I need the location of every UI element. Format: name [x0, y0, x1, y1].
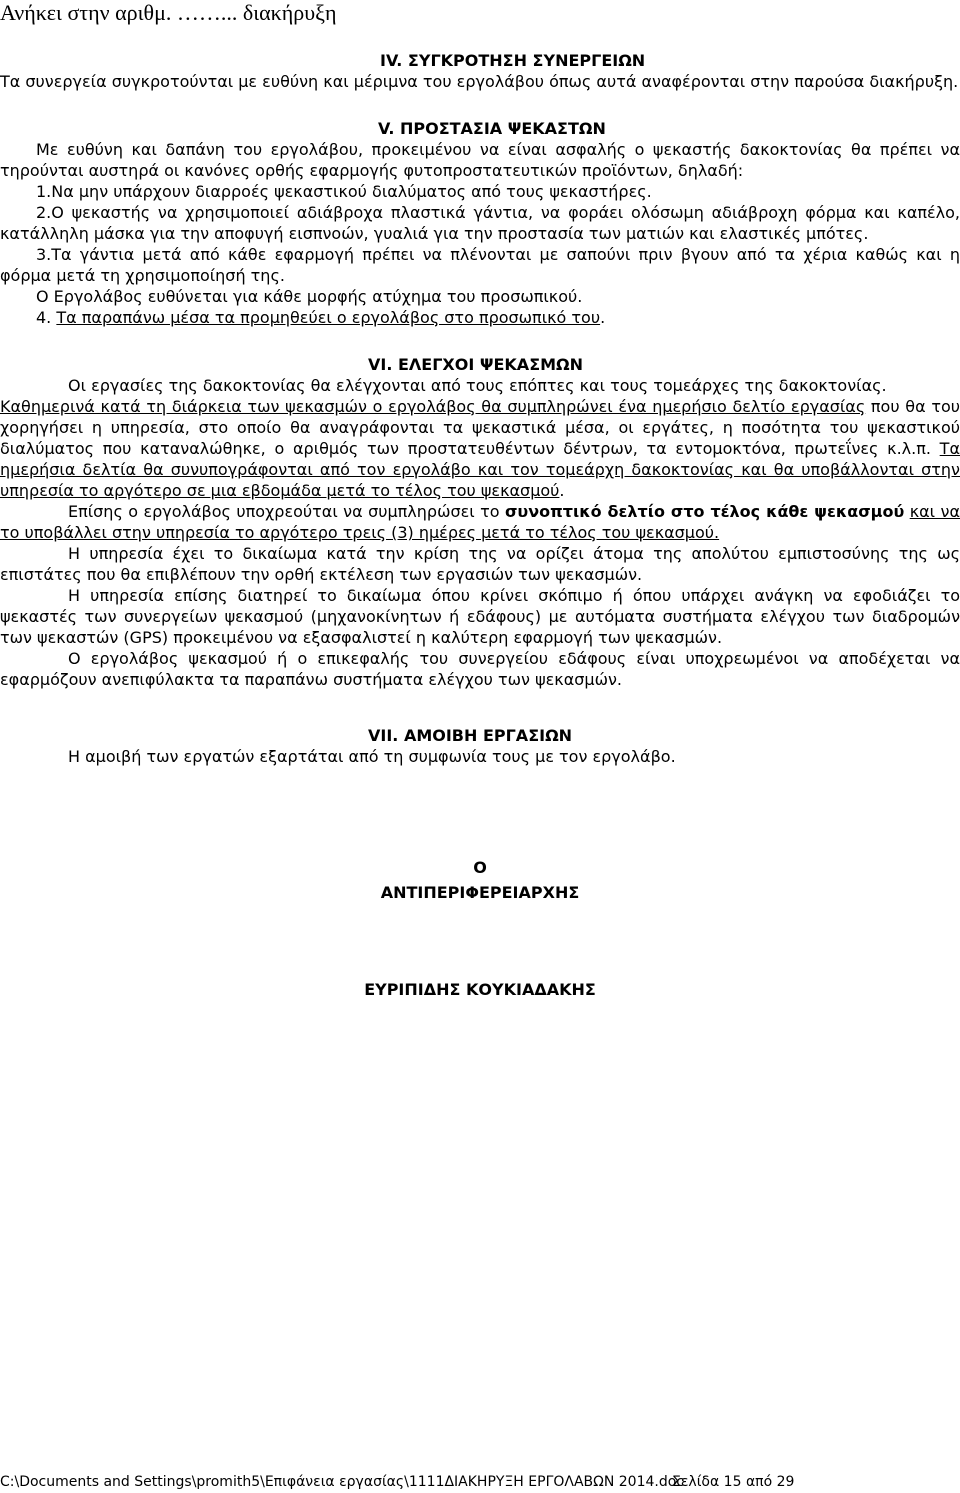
item-4-number: 4. — [36, 308, 57, 327]
section-5-responsibility: Ο Εργολάβος ευθύνεται για κάθε μορφής ατύχημα του προσωπικού. — [36, 287, 583, 306]
section-4-title: IV. ΣΥΓΚΡΟΤΗΣΗ ΣΥΝΕΡΓΕΙΩΝ — [380, 51, 646, 70]
signature-article: Ο — [473, 858, 487, 877]
signature-name: ΕΥΡΙΠΙΔΗΣ ΚΟΥΚΙΑΔΑΚΗΣ — [364, 980, 596, 999]
signature-title: ΑΝΤΙΠΕΡΙΦΕΡΕΙΑΡΧΗΣ — [380, 883, 580, 902]
section-6-paragraph-3 — [0, 501, 960, 543]
summary-report-bold: συνοπτικό δελτίο στο τέλος κάθε ψεκασμού — [504, 502, 905, 521]
section-7-title: VII. ΑΜΟΙΒΗ ΕΡΓΑΣΙΩΝ — [368, 726, 573, 745]
section-6-paragraph-4: Η υπηρεσία έχει το δικαίωμα κατά την κρίση της να ορίζει άτομα της απολύτου εμπιστοσύνης της ως επιστάτες που θα επιβλέπουν την ορθή εκτέλεση των εργασιών των ψεκασμών. — [0, 544, 960, 584]
footer-file-path: C:\Documents and Settings\promith5\Επιφάνεια εργασίας\1111ΔΙΑΚΗΡΥΞΗ ΕΡΓΟΛΑΒΩΝ 2014.doc — [0, 1474, 684, 1490]
footer-page-number: Σελίδα 15 από 29 — [672, 1474, 795, 1490]
daily-report-underlined: Καθημερινά κατά τη διάρκεια των ψεκασμών ο εργολάβος θα συμπληρώνει ένα ημερήσιο δελτίο εργασίας — [0, 397, 866, 416]
spacer — [0, 767, 960, 857]
section-4-text — [0, 71, 960, 92]
section-5-title: V. ΠΡΟΣΤΑΣΙΑ ΨΕΚΑΣΤΩΝ — [378, 119, 606, 138]
section-7-text: Η αμοιβή των εργατών εξαρτάται από τη συμφωνία τους με τον εργολάβο. — [68, 747, 676, 766]
section-5-item-1: 1.Να μην υπάρχουν διαρροές ψεκαστικού διαλύματος από τους ψεκαστήρες. — [36, 182, 652, 201]
spacer — [0, 690, 960, 725]
section-6-paragraph-1: Οι εργασίες της δακοκτονίας θα ελέγχονται από τους επόπτες και τους τομεάρχες της δακοκτονίας. — [68, 376, 887, 395]
section-5-item-4 — [0, 307, 960, 328]
daily-report-cosign-underlined: Τα ημερήσια δελτία θα συνυπογράφονται από τον εργολάβο και τον τομεάρχη δακοκτονίας και θα υποβάλλονται στην υπηρεσία το αργότερο σε μια εβδομάδα μετά το τέλος του ψεκασμού — [0, 439, 960, 500]
section-6-title: VI. ΕΛΕΓΧΟΙ ΨΕΚΑΣΜΩΝ — [368, 355, 584, 374]
section-6-paragraph-6: Ο εργολάβος ψεκασμού ή ο επικεφαλής του συνεργείου εδάφους είναι υποχρεωμένοι να αποδέχεται να εφαρμόζουν ανεπιφύλακτα τα παραπάνω συστήματα ελέγχου των ψεκασμών. — [0, 649, 960, 689]
section-5-intro: Με ευθύνη και δαπάνη του εργολάβου, προκειμένου να είναι ασφαλής ο ψεκαστής δακοκτονίας θα πρέπει να τηρούνται αυστηρά οι κανόνες ορθής εφαρμογής φυτοπροστατευτικών προϊόντων, δηλαδή: — [0, 140, 960, 180]
spacer — [0, 903, 960, 979]
spacer — [0, 92, 960, 118]
daily-report-rest: που θα του χορηγήσει η υπηρεσία, στο οποίο θα αναγράφονται τα ψεκαστικά μέσα, οι εργάτες, η ποσότητα του ψεκαστικού διαλύματος που καταναλώθηκε, ο αριθμός των προστατευθέντων δέντρων, τα εντομοκτόνα, πρωτεΐνες κ.λ.π. — [0, 397, 960, 458]
summary-report-start: Επίσης ο εργολάβος υποχρεούται να συμπληρώσει το — [68, 502, 505, 521]
daily-report-end: . — [559, 481, 565, 500]
spacer — [0, 328, 960, 354]
item-4-end: . — [600, 308, 606, 327]
page-header: Ανήκει στην αριθμ. ……... διακήρυξη — [0, 0, 337, 25]
section-4-text-content: Τα συνεργεία συγκροτούνται με ευθύνη και μέριμνα του εργολάβου όπως αυτά αναφέρονται στην παρούσα διακήρυξη. — [0, 72, 959, 91]
section-5-item-3: 3.Τα γάντια μετά από κάθε εφαρμογή πρέπει να πλένονται με σαπούνι πριν βγουν από τα χέρια καθώς και η φόρμα μετά τη χρησιμοποίησή της. — [0, 245, 960, 285]
item-4-text: Τα παραπάνω μέσα τα προμηθεύει ο εργολάβος στο προσωπικό του — [56, 308, 601, 327]
document-body — [0, 50, 960, 1000]
section-6-paragraph-5: Η υπηρεσία επίσης διατηρεί το δικαίωμα όπου κρίνει σκόπιμο ή όπου υπάρχει ανάγκη να εφοδιάζει το ψεκαστές των συνεργείων ψεκασμού (μηχανοκίνητων ή εδάφους) με αυτόματα συστήματα ελέγχου των διαδρομών των ψεκαστών (GPS) προκειμένου να εξασφαλιστεί η καλύτερη εφαρμογή των ψεκασμών. — [0, 586, 960, 647]
section-6-paragraph-2 — [0, 396, 960, 501]
section-5-item-2: 2.Ο ψεκαστής να χρησιμοποιεί αδιάβροχα πλαστικά γάντια, να φοράει ολόσωμη αδιάβροχη φόρμα και καπέλο, κατάλληλη μάσκα για την αποφυγή εισπνοών, γυαλιά για την προστασία των ματιών και ελαστικές μπότες. — [0, 203, 960, 243]
signature-block — [0, 857, 960, 1000]
summary-report-underlined: και να το υποβάλλει στην υπηρεσία το αργότερο τρεις (3) ημέρες μετά το τέλος του ψεκασμού. — [0, 502, 960, 542]
